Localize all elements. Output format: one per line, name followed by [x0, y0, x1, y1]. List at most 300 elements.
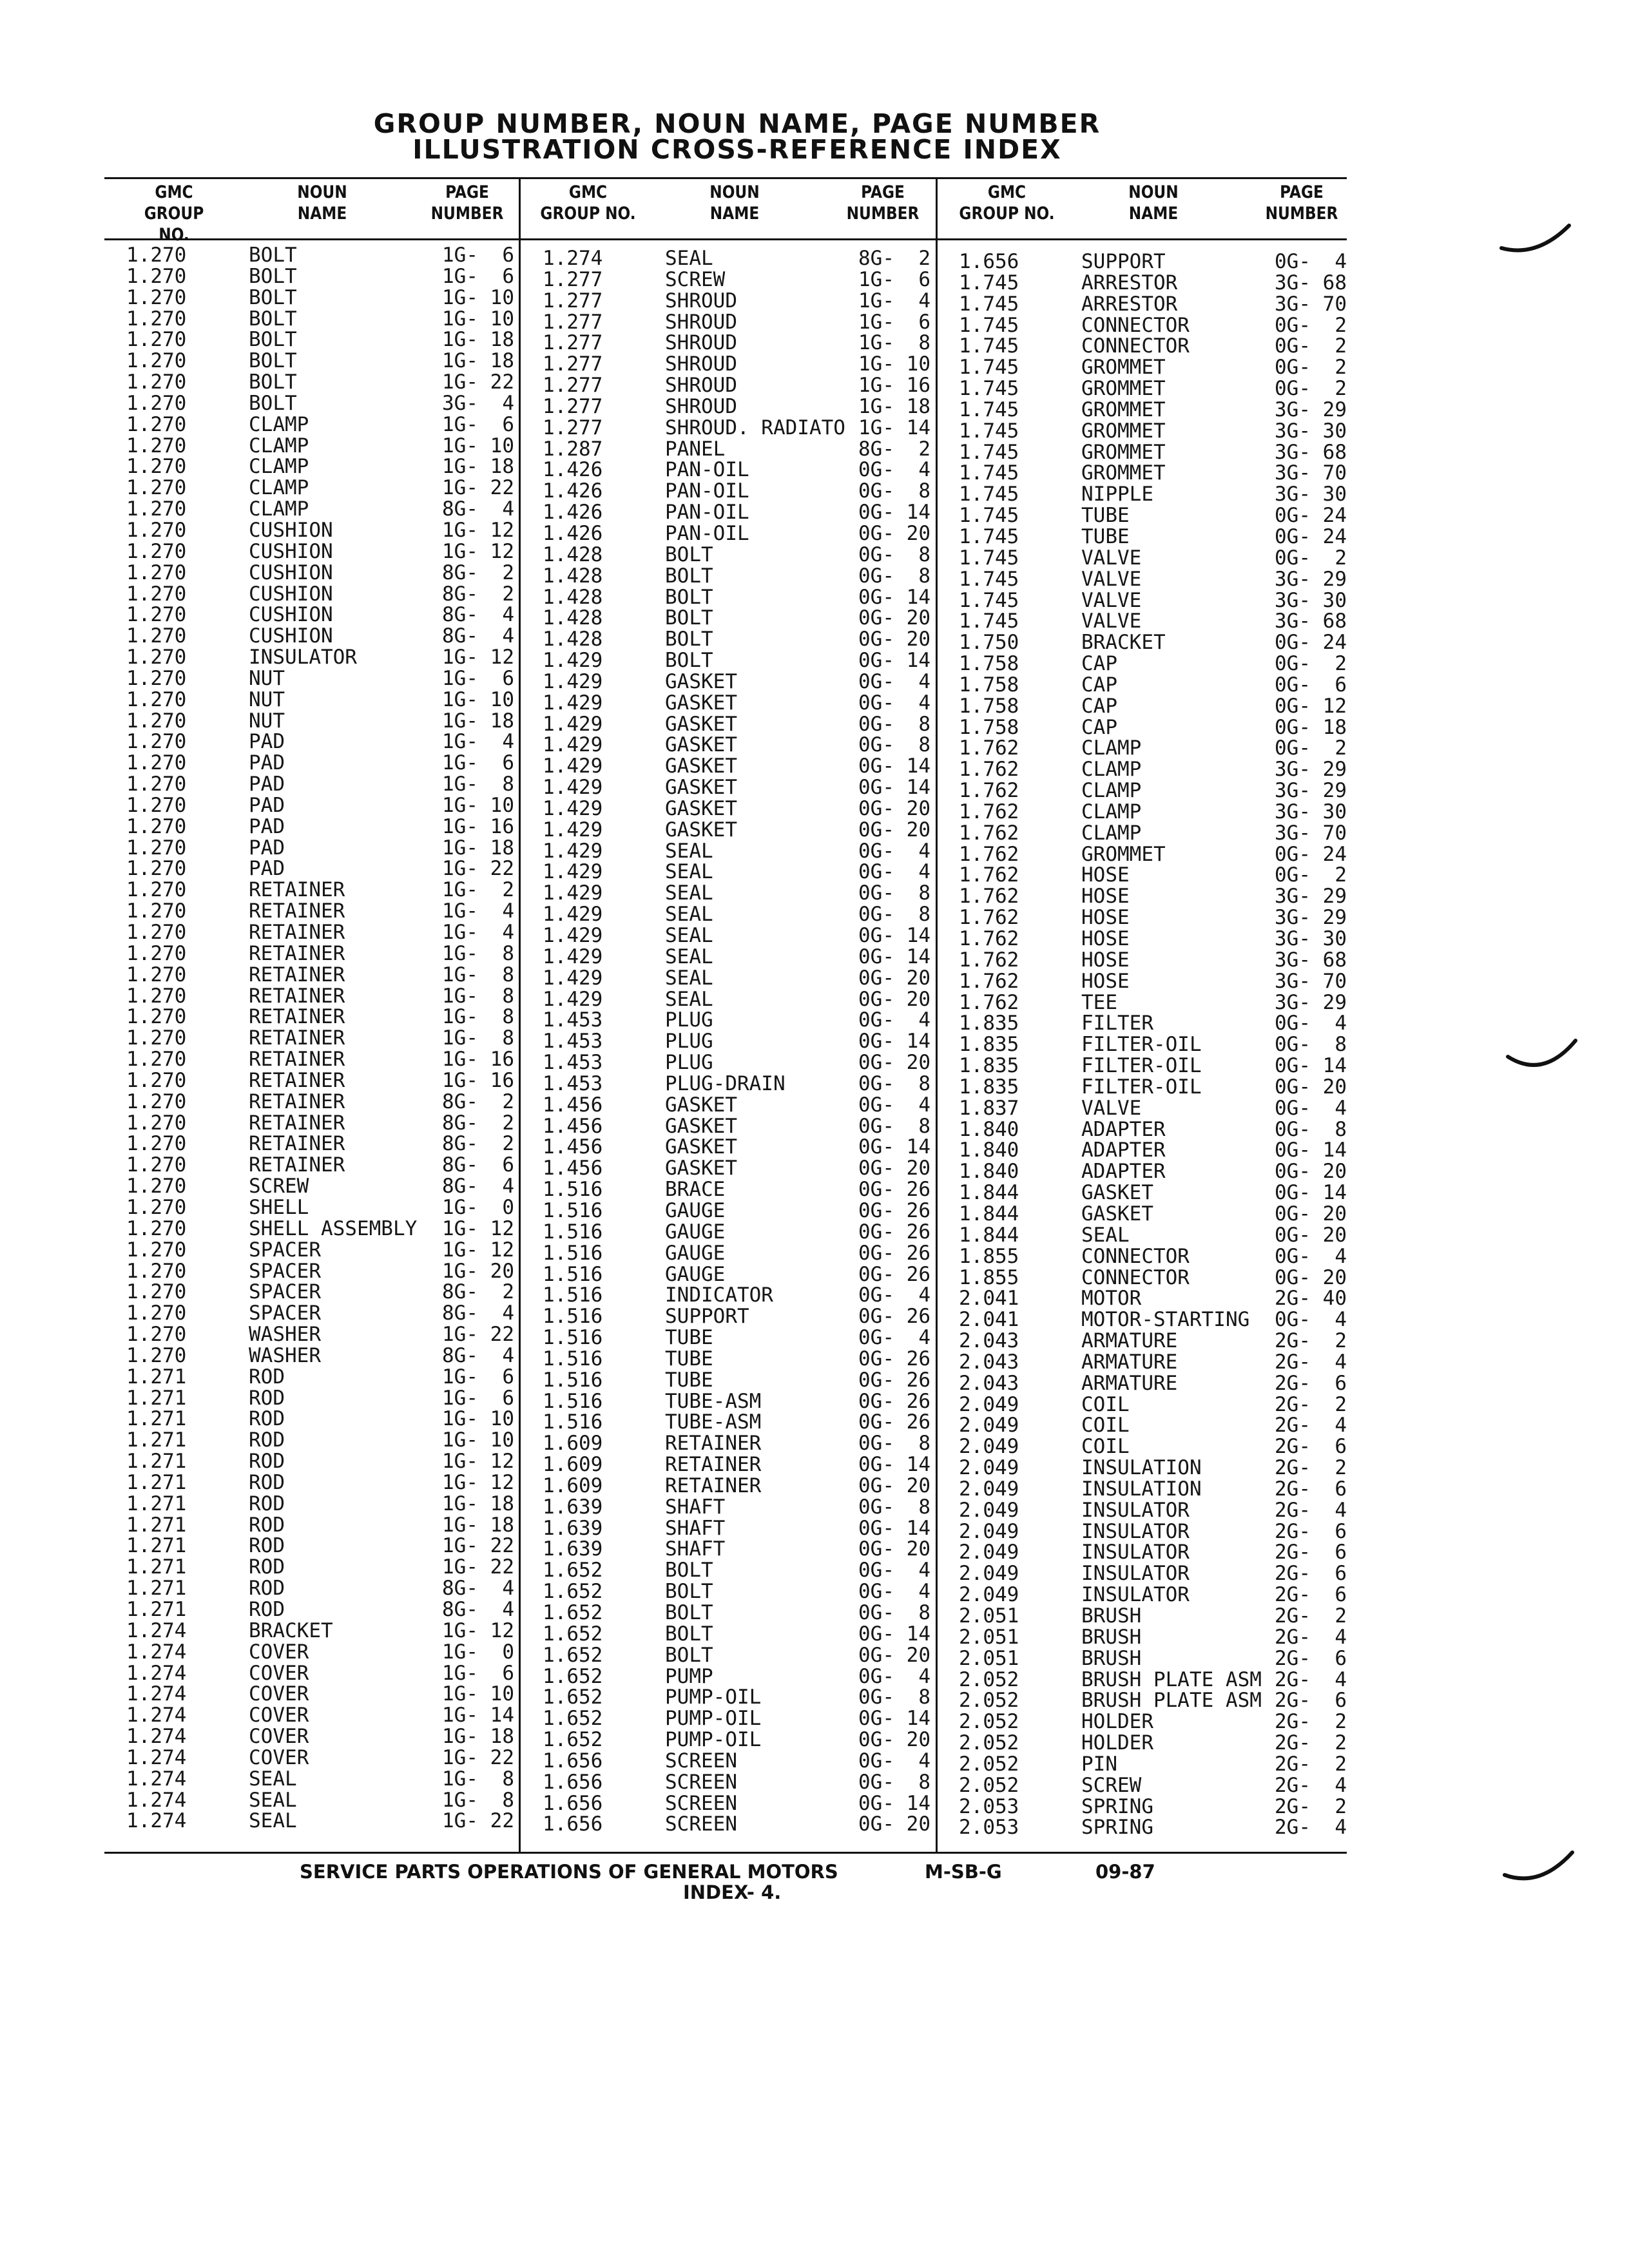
- page-number-cell: 2G- 2: [1275, 1456, 1347, 1480]
- group-number-cell: 1.270: [126, 963, 187, 986]
- noun-name-cell: SCREW: [1081, 1774, 1142, 1796]
- group-number-cell: 1.835: [959, 1075, 1019, 1099]
- noun-name-cell: CONNECTOR: [1081, 336, 1190, 358]
- noun-name-cell: ROD: [249, 1472, 285, 1494]
- noun-name-cell: BOLT: [249, 265, 297, 287]
- header-noun-3: [1109, 182, 1198, 224]
- index-row: [126, 1197, 532, 1218]
- page-number-cell: 0G- 14: [858, 585, 930, 609]
- page-number-cell: 1G- 18: [858, 394, 930, 418]
- page-number-cell: 0G- 20: [1275, 1202, 1347, 1225]
- index-row: [543, 1243, 949, 1264]
- noun-name-cell: CUSHION: [249, 626, 333, 648]
- page-number-cell: 0G- 8: [858, 1072, 930, 1095]
- noun-name-cell: BRUSH: [1081, 1626, 1142, 1648]
- page-number-cell: 1G- 12: [442, 539, 514, 563]
- noun-name-cell: BOLT: [665, 1644, 713, 1666]
- page-number-cell: 2G- 6: [1275, 1583, 1347, 1607]
- noun-name-cell: RETAINER: [249, 1049, 345, 1070]
- index-row: [959, 823, 1365, 844]
- group-number-cell: 1.270: [126, 539, 187, 563]
- index-row: [543, 1687, 949, 1708]
- header-noun-text: NOUN: [1128, 182, 1179, 202]
- index-row: [543, 1306, 949, 1327]
- page-number-cell: 3G- 70: [1275, 292, 1347, 316]
- group-number-cell: 1.271: [126, 1450, 187, 1474]
- page-number-cell: 0G- 8: [858, 1114, 930, 1138]
- noun-name-cell: PLUG: [665, 1031, 713, 1053]
- group-number-cell: 1.274: [126, 1661, 187, 1685]
- group-number-cell: 1.271: [126, 1407, 187, 1431]
- group-number-cell: 1.855: [959, 1244, 1019, 1268]
- index-row: [126, 1535, 532, 1557]
- noun-name-cell: SHAFT: [665, 1539, 726, 1561]
- index-row: [543, 1581, 949, 1602]
- page-number-cell: 0G- 4: [1275, 1244, 1347, 1268]
- page-number-cell: 0G- 20: [858, 1643, 930, 1667]
- page-number-cell: 0G- 26: [858, 1305, 930, 1329]
- group-number-cell: 1.762: [959, 821, 1019, 845]
- page-number-cell: 1G- 16: [442, 1068, 514, 1092]
- page-number-cell: 0G- 20: [858, 1157, 930, 1180]
- page-number-cell: 1G- 12: [442, 1450, 514, 1474]
- index-row: [959, 1711, 1365, 1733]
- index-row: [543, 354, 949, 375]
- footer-organization: SERVICE PARTS OPERATIONS OF GENERAL MOTORS: [300, 1861, 838, 1883]
- noun-name-cell: BOLT: [665, 544, 713, 566]
- page-number-cell: 1G- 4: [858, 289, 930, 312]
- header-number-text: NUMBER: [846, 204, 920, 224]
- noun-name-cell: RETAINER: [249, 922, 345, 943]
- noun-name-cell: SHROUD: [665, 354, 737, 376]
- index-row: [126, 795, 532, 816]
- index-row: [543, 1645, 949, 1666]
- page-number-cell: 1G- 14: [858, 416, 930, 439]
- page-number-cell: 0G- 4: [858, 458, 930, 482]
- page-number-cell: 8G- 2: [442, 561, 514, 584]
- group-number-cell: 1.277: [543, 394, 603, 418]
- noun-name-cell: GAUGE: [665, 1264, 726, 1285]
- page-number-cell: 0G- 8: [1275, 1117, 1347, 1141]
- page-title-line-2: ILLUSTRATION CROSS-REFERENCE INDEX: [412, 134, 1062, 165]
- index-row: [543, 481, 949, 502]
- noun-name-cell: RETAINER: [249, 964, 345, 986]
- group-number-cell: 1.429: [543, 691, 603, 715]
- index-row: [126, 816, 532, 838]
- index-row: [126, 372, 532, 393]
- noun-name-cell: SEAL: [665, 925, 713, 947]
- index-row: [959, 1246, 1365, 1267]
- noun-name-cell: RETAINER: [249, 879, 345, 901]
- noun-name-cell: NUT: [249, 689, 285, 711]
- index-row: [543, 1560, 949, 1581]
- index-row: [126, 1705, 532, 1726]
- page-number-cell: 2G- 2: [1275, 1392, 1347, 1416]
- group-number-cell: 1.516: [543, 1198, 603, 1222]
- noun-name-cell: COVER: [249, 1726, 309, 1747]
- footer-date: 09-87: [1095, 1861, 1155, 1883]
- page-number-cell: 1G- 22: [442, 1555, 514, 1579]
- group-number-cell: 1.274: [126, 1704, 187, 1727]
- index-row: [959, 907, 1365, 928]
- noun-name-cell: RETAINER: [249, 943, 345, 965]
- group-number-cell: 1.270: [126, 1068, 187, 1092]
- index-row: [126, 1113, 532, 1134]
- index-row: [126, 1557, 532, 1578]
- page-number-cell: 0G- 14: [1275, 1181, 1347, 1205]
- page-number-cell: 0G- 20: [1275, 1075, 1347, 1099]
- noun-name-cell: SHROUD: [665, 375, 737, 396]
- checkmark-icon: [1501, 1843, 1579, 1888]
- index-row: [126, 1091, 532, 1113]
- index-row: [959, 738, 1365, 759]
- noun-name-cell: FILTER-OIL: [1081, 1055, 1202, 1077]
- page-number-cell: 0G- 4: [858, 691, 930, 715]
- noun-name-cell: NUT: [249, 668, 285, 689]
- group-number-cell: 2.049: [959, 1562, 1019, 1586]
- noun-name-cell: BOLT: [665, 1602, 713, 1624]
- page-number-cell: 0G- 24: [1275, 631, 1347, 655]
- page-number-cell: 2G- 2: [1275, 1710, 1347, 1734]
- group-number-cell: 1.271: [126, 1365, 187, 1389]
- index-row: [126, 943, 532, 965]
- page-number-cell: 1G- 22: [442, 476, 514, 500]
- group-number-cell: 1.745: [959, 483, 1019, 506]
- group-number-cell: 1.277: [543, 267, 603, 291]
- page-number-cell: 1G- 10: [442, 1428, 514, 1452]
- page-number-cell: 0G- 8: [858, 903, 930, 927]
- group-number-cell: 1.639: [543, 1537, 603, 1561]
- noun-name-cell: COVER: [249, 1747, 309, 1769]
- noun-name-cell: COVER: [249, 1684, 309, 1706]
- noun-name-cell: ROD: [249, 1430, 285, 1452]
- group-number-cell: 2.049: [959, 1414, 1019, 1437]
- page-number-cell: 1G- 10: [442, 307, 514, 331]
- noun-name-cell: CONNECTOR: [1081, 314, 1190, 336]
- group-number-cell: 1.270: [126, 603, 187, 627]
- noun-name-cell: GASKET: [665, 692, 737, 714]
- noun-name-cell: RETAINER: [249, 1155, 345, 1177]
- group-number-cell: 1.270: [126, 582, 187, 606]
- page-number-cell: 3G- 4: [442, 391, 514, 415]
- page-number-cell: 0G- 20: [1275, 1223, 1347, 1247]
- index-row: [543, 1772, 949, 1793]
- index-row: [959, 717, 1365, 738]
- page-number-cell: 0G- 14: [858, 501, 930, 524]
- page-number-cell: 0G- 4: [1275, 250, 1347, 273]
- index-row: [959, 1817, 1365, 1838]
- noun-name-cell: VALVE: [1081, 611, 1142, 633]
- index-row: [543, 1264, 949, 1285]
- noun-name-cell: SEAL: [249, 1768, 297, 1790]
- group-number-cell: 2.052: [959, 1710, 1019, 1734]
- page-number-cell: 8G- 4: [442, 1577, 514, 1600]
- page-number-cell: 2G- 6: [1275, 1562, 1347, 1586]
- index-row: [959, 1077, 1365, 1098]
- page-number-cell: 1G- 6: [442, 264, 514, 288]
- page-number-cell: 0G- 8: [858, 1432, 930, 1456]
- page-number-cell: 1G- 12: [442, 1619, 514, 1642]
- index-row: [126, 1599, 532, 1620]
- noun-name-cell: ROD: [249, 1535, 285, 1557]
- table-top-rule: [104, 177, 1347, 179]
- index-row: [126, 456, 532, 477]
- page-number-cell: 0G- 20: [858, 818, 930, 841]
- group-number-cell: 1.271: [126, 1577, 187, 1600]
- index-row: [126, 1684, 532, 1705]
- index-row: [543, 1285, 949, 1306]
- group-number-cell: 1.277: [543, 289, 603, 312]
- page-number-cell: 0G- 4: [858, 1326, 930, 1350]
- index-row: [126, 541, 532, 562]
- noun-name-cell: CONNECTOR: [1081, 1267, 1190, 1289]
- group-number-cell: 1.270: [126, 941, 187, 965]
- noun-name-cell: BOLT: [249, 329, 297, 351]
- index-row: [126, 562, 532, 584]
- noun-name-cell: BOLT: [249, 287, 297, 309]
- noun-name-cell: SPACER: [249, 1282, 321, 1303]
- group-number-cell: 2.043: [959, 1329, 1019, 1353]
- group-number-cell: 1.844: [959, 1223, 1019, 1247]
- group-number-cell: 1.840: [959, 1117, 1019, 1141]
- noun-name-cell: BRUSH PLATE ASM: [1081, 1669, 1262, 1691]
- page-number-cell: 1G- 22: [442, 370, 514, 394]
- noun-name-cell: BOLT: [665, 1623, 713, 1645]
- noun-name-cell: GASKET: [665, 1137, 737, 1158]
- page-number-cell: 0G- 2: [1275, 863, 1347, 887]
- group-number-cell: 1.270: [126, 1090, 187, 1113]
- page-number-cell: 0G- 24: [1275, 504, 1347, 528]
- group-number-cell: 1.274: [543, 247, 603, 270]
- page-number-cell: 0G- 4: [1275, 1308, 1347, 1332]
- noun-name-cell: CUSHION: [249, 562, 333, 584]
- index-row: [543, 1433, 949, 1454]
- noun-name-cell: CAP: [1081, 674, 1117, 696]
- group-number-cell: 1.270: [126, 434, 187, 457]
- page-number-cell: 2G- 6: [1275, 1541, 1347, 1564]
- noun-name-cell: CAP: [1081, 695, 1117, 717]
- page-number-cell: 0G- 2: [1275, 356, 1347, 380]
- group-number-cell: 1.270: [126, 687, 187, 711]
- page-number-cell: 0G- 14: [858, 1030, 930, 1053]
- page-number-cell: 0G- 26: [858, 1347, 930, 1370]
- noun-name-cell: GROMMET: [1081, 378, 1166, 399]
- noun-name-cell: COIL: [1081, 1415, 1130, 1437]
- group-number-cell: 1.429: [543, 733, 603, 757]
- index-row: [959, 1225, 1365, 1246]
- page-number-cell: 0G- 14: [858, 1135, 930, 1159]
- group-number-cell: 2.043: [959, 1350, 1019, 1374]
- noun-name-cell: SHAFT: [665, 1496, 726, 1518]
- page-number-cell: 1G- 14: [442, 1704, 514, 1727]
- noun-name-cell: GASKET: [665, 671, 737, 693]
- group-number-cell: 1.270: [126, 857, 187, 881]
- index-row: [126, 838, 532, 859]
- group-number-cell: 1.270: [126, 370, 187, 394]
- noun-name-cell: INSULATOR: [1081, 1499, 1190, 1521]
- group-number-cell: 2.041: [959, 1308, 1019, 1332]
- index-row: [543, 291, 949, 312]
- page-number-cell: 1G- 18: [442, 709, 514, 733]
- group-number-cell: 1.844: [959, 1202, 1019, 1225]
- index-row: [126, 1006, 532, 1028]
- noun-name-cell: ARMATURE: [1081, 1372, 1178, 1394]
- page-number-cell: 2G- 4: [1275, 1625, 1347, 1649]
- index-row: [543, 1412, 949, 1433]
- page-number-cell: 8G- 4: [442, 1343, 514, 1367]
- page-number-cell: 0G- 8: [858, 1601, 930, 1624]
- page-number-cell: 1G- 6: [442, 244, 514, 267]
- page-number-cell: 0G- 8: [858, 881, 930, 905]
- header-gmc-3: [958, 182, 1055, 224]
- group-number-cell: 1.270: [126, 518, 187, 542]
- page-number-cell: 2G- 2: [1275, 1604, 1347, 1628]
- group-number-cell: 2.041: [959, 1287, 1019, 1311]
- page-number-cell: 0G- 26: [858, 1410, 930, 1434]
- noun-name-cell: SPACER: [249, 1303, 321, 1325]
- page-number-cell: 2G- 4: [1275, 1350, 1347, 1374]
- checkmark-icon: [1505, 1031, 1582, 1076]
- noun-name-cell: GROMMET: [1081, 399, 1166, 421]
- group-number-cell: 1.835: [959, 1033, 1019, 1057]
- page-number-cell: 1G- 10: [442, 434, 514, 457]
- page-number-cell: 0G- 2: [1275, 652, 1347, 676]
- page-number-cell: 3G- 68: [1275, 440, 1347, 464]
- noun-name-cell: TUBE: [1081, 526, 1130, 548]
- page-number-cell: 0G- 24: [1275, 524, 1347, 548]
- group-number-cell: 1.270: [126, 751, 187, 775]
- page-number-cell: 0G- 4: [858, 1559, 930, 1582]
- group-number-cell: 1.270: [126, 1195, 187, 1219]
- header-gmc-text: GMC: [155, 182, 193, 202]
- noun-name-cell: ADAPTER: [1081, 1119, 1166, 1140]
- page-number-cell: 3G- 68: [1275, 271, 1347, 294]
- noun-name-cell: PAD: [249, 837, 285, 859]
- group-number-cell: 1.429: [543, 796, 603, 820]
- index-row: [543, 1624, 949, 1645]
- index-row: [959, 1182, 1365, 1204]
- group-number-cell: 1.762: [959, 736, 1019, 760]
- group-number-cell: 2.051: [959, 1646, 1019, 1670]
- page-number-cell: 0G- 2: [1275, 736, 1347, 760]
- index-row: [959, 802, 1365, 823]
- page-number-cell: 0G- 26: [858, 1262, 930, 1286]
- index-row: [543, 1666, 949, 1687]
- page-number-cell: 1G- 10: [442, 687, 514, 711]
- group-number-cell: 1.758: [959, 694, 1019, 718]
- page-number-cell: 0G- 2: [1275, 313, 1347, 337]
- noun-name-cell: FILTER: [1081, 1013, 1153, 1035]
- noun-name-cell: SCREEN: [665, 1750, 737, 1772]
- noun-name-cell: PIN: [1081, 1753, 1117, 1775]
- noun-name-cell: HOSE: [1081, 928, 1130, 950]
- index-row: [126, 1408, 532, 1430]
- page-number-cell: 0G- 20: [858, 966, 930, 990]
- index-row: [959, 1055, 1365, 1077]
- page-number-cell: 1G- 16: [442, 814, 514, 838]
- page-number-cell: 0G- 18: [1275, 715, 1347, 739]
- page-number-cell: 0G- 20: [858, 628, 930, 651]
- noun-name-cell: TUBE: [1081, 505, 1130, 526]
- noun-name-cell: BOLT: [249, 308, 297, 330]
- header-page-2: [844, 182, 921, 224]
- page-number-cell: 3G- 29: [1275, 567, 1347, 591]
- noun-name-cell: COVER: [249, 1705, 309, 1727]
- noun-name-cell: PLUG: [665, 1010, 713, 1032]
- noun-name-cell: ROD: [249, 1578, 285, 1599]
- index-column-2: [543, 248, 949, 1835]
- noun-name-cell: SCREW: [665, 269, 726, 291]
- header-name-text: NAME: [1128, 204, 1179, 224]
- index-row: [959, 1288, 1365, 1309]
- index-row: [959, 1373, 1365, 1394]
- noun-name-cell: RETAINER: [249, 1091, 345, 1113]
- noun-name-cell: PAN-OIL: [665, 459, 749, 481]
- index-row: [543, 1497, 949, 1518]
- page-number-cell: 0G- 20: [858, 1812, 930, 1836]
- index-row: [543, 1179, 949, 1200]
- index-row: [543, 439, 949, 460]
- index-row: [959, 1415, 1365, 1436]
- group-number-cell: 1.762: [959, 842, 1019, 866]
- index-row: [543, 502, 949, 523]
- noun-name-cell: PAD: [249, 731, 285, 753]
- index-row: [543, 269, 949, 291]
- group-number-cell: 1.750: [959, 631, 1019, 655]
- index-row: [543, 777, 949, 798]
- index-row: [959, 1669, 1365, 1691]
- noun-name-cell: PAN-OIL: [665, 502, 749, 523]
- noun-name-cell: VALVE: [1081, 547, 1142, 569]
- group-number-cell: 1.745: [959, 567, 1019, 591]
- noun-name-cell: GASKET: [665, 713, 737, 735]
- noun-name-cell: BOLT: [665, 629, 713, 651]
- noun-name-cell: BOLT: [665, 650, 713, 671]
- noun-name-cell: GASKET: [1081, 1182, 1153, 1204]
- group-number-cell: 1.270: [126, 561, 187, 584]
- group-number-cell: 1.270: [126, 1048, 187, 1072]
- page-number-cell: 1G- 22: [442, 1323, 514, 1347]
- page-number-cell: 3G- 29: [1275, 885, 1347, 908]
- index-row: [959, 1500, 1365, 1521]
- noun-name-cell: TUBE: [665, 1369, 713, 1391]
- noun-name-cell: BOLT: [665, 1560, 713, 1582]
- group-number-cell: 1.456: [543, 1093, 603, 1117]
- index-row: [126, 731, 532, 753]
- group-number-cell: 1.835: [959, 1054, 1019, 1078]
- group-number-cell: 1.270: [126, 1216, 187, 1240]
- page-number-cell: 1G- 8: [442, 984, 514, 1008]
- header-gmc-1: [127, 182, 221, 245]
- page-number-cell: 1G- 8: [442, 1005, 514, 1029]
- page-number-cell: 3G- 68: [1275, 948, 1347, 972]
- noun-name-cell: VALVE: [1081, 590, 1142, 611]
- page-number-cell: 1G- 2: [442, 878, 514, 902]
- noun-name-cell: PANEL: [665, 438, 726, 460]
- noun-name-cell: BRUSH: [1081, 1648, 1142, 1669]
- page-number-cell: 0G- 14: [858, 776, 930, 800]
- noun-name-cell: GROMMET: [1081, 441, 1166, 463]
- group-number-cell: 1.429: [543, 860, 603, 884]
- index-row: [543, 629, 949, 650]
- noun-name-cell: TEE: [1081, 992, 1117, 1014]
- index-row: [126, 245, 532, 266]
- index-row: [543, 1751, 949, 1772]
- group-number-cell: 2.043: [959, 1371, 1019, 1395]
- group-number-cell: 1.516: [543, 1283, 603, 1307]
- index-row: [959, 1479, 1365, 1500]
- group-number-cell: 2.049: [959, 1456, 1019, 1480]
